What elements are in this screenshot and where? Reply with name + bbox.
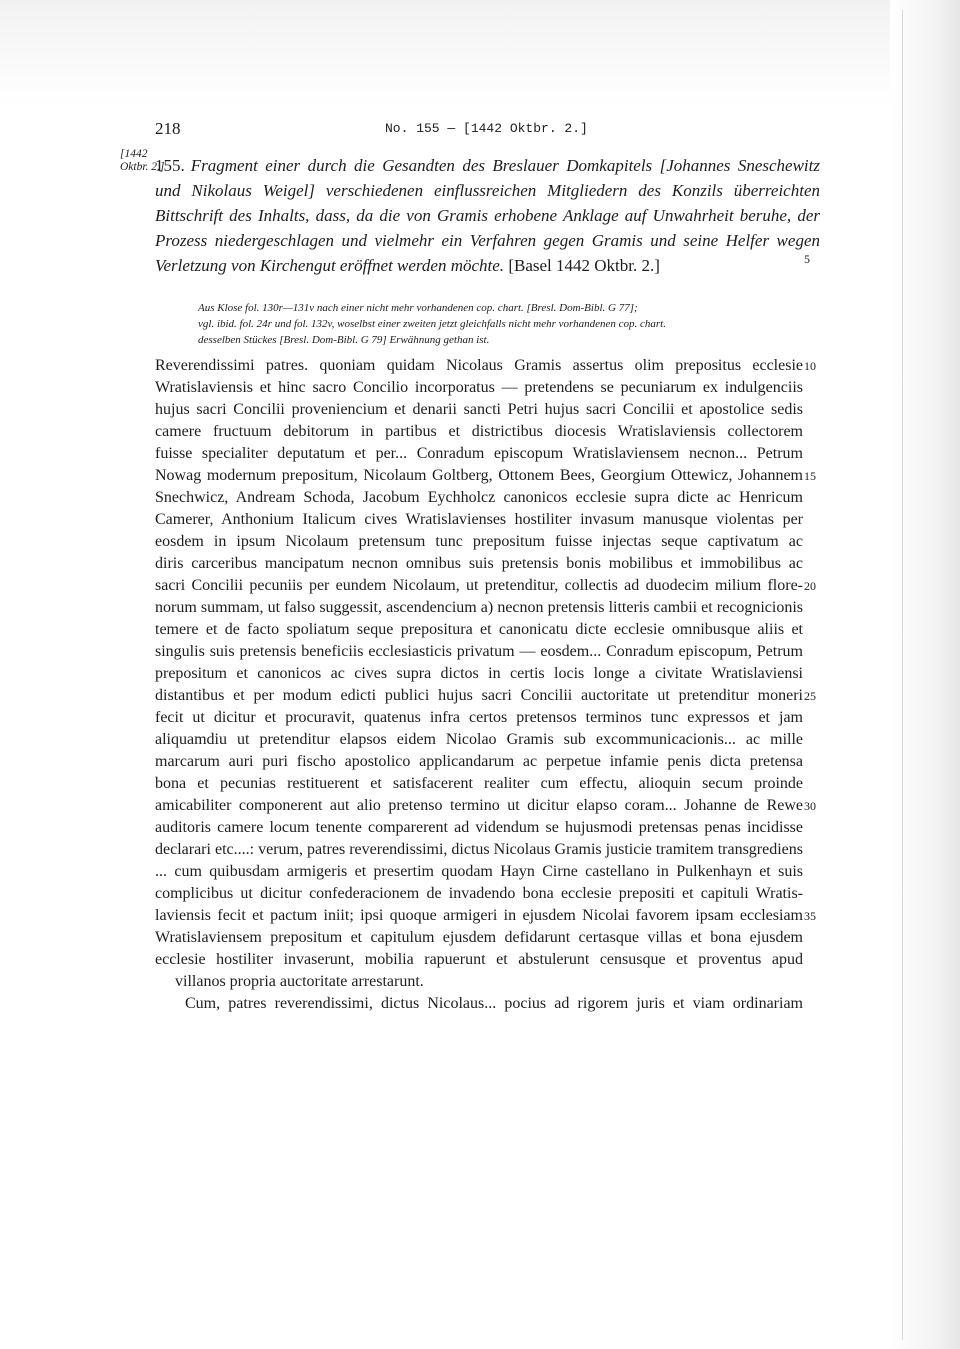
- source-line: vgl. ibid. fol. 24r und fol. 132v, woselbst einer zweiten jetzt gleichfalls nicht mehr vorhandenen cop. chart.: [198, 318, 666, 330]
- body-line: prepositum et canonicos ac cives supra dictos in certis locis longe a civitate Wratislaviensi: [155, 665, 803, 682]
- body-line: laviensis fecit et pactum iniit; ipsi quoque armigeri in ejusdem Nicolai favorem ipsam ecclesiam: [155, 907, 803, 924]
- source-line: Aus Klose fol. 130r—131v nach einer nicht mehr vorhandenen cop. chart. [Bresl. Dom-Bibl. G 77];: [198, 302, 638, 314]
- line-number: 30: [804, 799, 816, 813]
- body-line: eosdem in ipsum Nicolaum pretensum tunc prepositum fuisse injectas seque captivatum ac: [155, 533, 803, 550]
- body-line: declarari etc....: verum, patres reverendissimi, dictus Nicolaus Gramis justicie tramitem transgrediens: [155, 841, 803, 858]
- scan-shadow-top: [0, 0, 960, 105]
- body-line: villanos propria auctoritate arrestarunt.: [175, 973, 424, 990]
- line-number: 35: [804, 909, 816, 923]
- body-line: bona et pecunias restituerent et satisfacerent realiter cum effectu, alioquin secum proinde: [155, 775, 803, 792]
- binding-rule: [902, 10, 903, 1340]
- page-number: 218: [155, 119, 181, 138]
- body-line: Snechwicz, Andream Schoda, Jacobum Eychholcz canonicos ecclesie supra dicte ac Henricum: [155, 489, 803, 506]
- body-line: Camerer, Anthonium Italicum cives Wratislavienses hostiliter invasum manusque violentas per: [155, 511, 803, 528]
- line-number: 25: [804, 689, 816, 703]
- running-title: No. 155 — [1442 Oktbr. 2.]: [385, 121, 588, 136]
- line-number: 10: [804, 359, 816, 373]
- document-number: 155.: [155, 156, 185, 175]
- document-summary: Fragment einer durch die Gesandten des Breslauer Domkapitels [Johannes Sneschewitz und Nikolaus Weigel] verschiedenen einflussreichen Mitgliedern des Konzils überreichten Bittschrift des Inhalts, dass, da die von Gramis erhobene Anklage auf Unwahrheit beruhe, der Prozess niedergeschlagen und vielmehr ein Verfahren gegen Gramis und seine Helfer wegen Verletzung von Kirchengut eröffnet werden möchte.: [155, 156, 820, 275]
- body-line: camere fructuum debitorum in partibus et districtibus diocesis Wratislaviensis collectorem: [155, 423, 803, 440]
- body-line: ecclesie hostiliter invaserunt, mobilia rapuerunt et abstulerunt censusque et proventus apud: [155, 951, 803, 968]
- body-line: fuisse specialiter deputatum et per... Conradum episcopum Wratislaviensem necnon... Petrum: [155, 445, 803, 462]
- body-line: Nowag modernum prepositum, Nicolaum Goltberg, Ottonem Bees, Georgium Ottewicz, Johannem: [155, 467, 803, 484]
- source-note: [198, 300, 813, 348]
- document-heading: [155, 153, 820, 278]
- body-line: Reverendissimi patres. quoniam quidam Nicolaus Gramis assertus olim prepositus ecclesie: [155, 357, 803, 374]
- margin-date-day: Oktbr. 2.]: [120, 161, 165, 173]
- margin-date-year: [1442: [120, 148, 148, 160]
- page-header: [0, 119, 960, 143]
- body-line: Wratislaviensis et hinc sacro Concilio incorporatus — pretendens se pecuniarum ex indulgenciis: [155, 379, 803, 396]
- body-line: complicibus ut dicitur confederacionem de invadendo bona ecclesie prepositi et capituli Wratis-: [155, 885, 803, 902]
- heading-line-marker: 5: [804, 252, 810, 266]
- body-line: hujus sacri Concilii proveniencium et denarii sancti Petri hujus sacri Concilii et apostolice sedis: [155, 401, 803, 418]
- body-line: singulis suis pretensis beneficiis ecclesiasticis privatum — eosdem... Conradum episcopum, Petrum: [155, 643, 803, 660]
- body-line: fecit ut dicitur et procuravit, quatenus infra certos pretensos terminos tunc expressos et jam: [155, 709, 803, 726]
- body-line: diris carceribus mancipatum necnon omnibus suis pretensis bonis mobilibus et immobilibus ac: [155, 555, 803, 572]
- body-line: Cum, patres reverendissimi, dictus Nicolaus... pocius ad rigorem juris et viam ordinariam: [185, 995, 803, 1012]
- body-line: sacri Concilii pecuniis per eundem Nicolaum, ut pretenditur, collectis ad duodecim milium flore-: [155, 577, 803, 594]
- source-line: desselben Stückes [Bresl. Dom-Bibl. G 79] Erwähnung gethan ist.: [198, 334, 490, 346]
- body-line: auditoris camere locum tenente comparerent ad videndum se hujusmodi pretensas penas incidisse: [155, 819, 803, 836]
- line-number: 15: [804, 469, 816, 483]
- body-line: Wratislaviensem prepositum et capitulum ejusdem defidarunt certasque villas et bona ejusdem: [155, 929, 803, 946]
- document-date: [Basel 1442 Oktbr. 2.]: [508, 256, 660, 275]
- body-line: distantibus et per modum edicti publici hujus sacri Concilii auctoritate ut pretenditur moneri: [155, 687, 803, 704]
- body-line: amicabiliter componerent aut alio pretenso termino ut dicitur elapso coram... Johanne de Rewe: [155, 797, 803, 814]
- scan-shadow-right: [890, 0, 960, 1349]
- line-number: 20: [804, 579, 816, 593]
- body-line: norum summam, ut falso suggessit, ascendencium a) necnon pretensis litteris cambii et recognicionis: [155, 599, 803, 616]
- body-line: marcarum auri puri fischo apostolico applicandarum ac perpetue infamie penis dicta pretensa: [155, 753, 803, 770]
- body-line: temere et de facto spoliatum seque prepositura et canonicatu dicte ecclesie omnibusque aliis et: [155, 621, 803, 638]
- body-line: ... cum quibusdam armigeris et presertim quodam Hayn Cirne castellano in Pulkenhayn et suis: [155, 863, 803, 880]
- body-line: aliquamdiu ut pretenditur elapsos eidem Nicolao Gramis sub excommunicacionis... ac mille: [155, 731, 803, 748]
